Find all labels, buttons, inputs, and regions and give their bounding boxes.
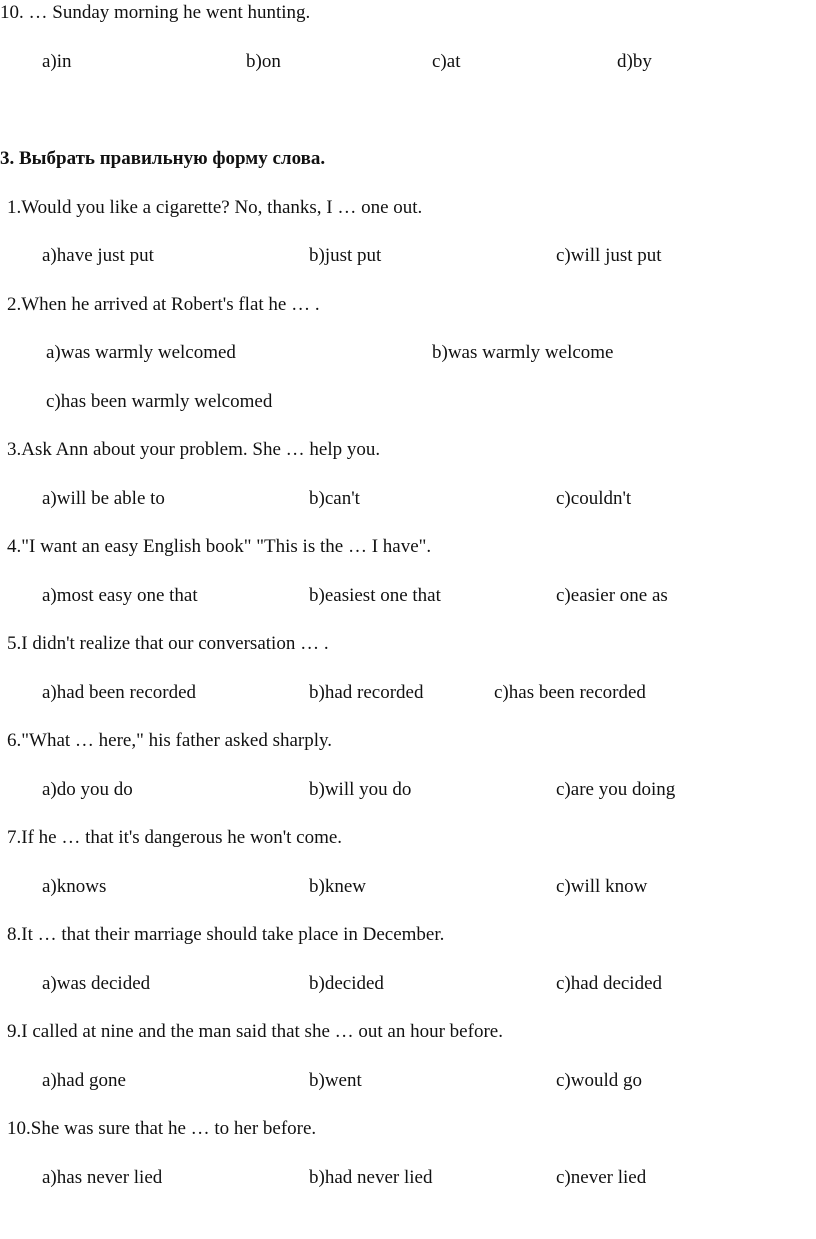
option-a[interactable]: a)do you do (42, 779, 133, 800)
option-c[interactable]: c)never lied (556, 1167, 647, 1188)
option-a[interactable]: a)knows (42, 876, 107, 897)
option-b[interactable]: b)had recorded (309, 682, 424, 703)
question-text: 9.I called at nine and the man said that she … out an hour before. (7, 1021, 503, 1042)
option-a[interactable]: a)has never lied (42, 1167, 163, 1188)
option-b[interactable]: b)can't (309, 488, 360, 509)
option-a[interactable]: a)had gone (42, 1070, 126, 1091)
option-b[interactable]: b)had never lied (309, 1167, 433, 1188)
option-a[interactable]: a)will be able to (42, 488, 165, 509)
option-a[interactable]: a)most easy one that (42, 585, 198, 606)
option-c[interactable]: c)has been recorded (494, 682, 646, 703)
question-text: 2.When he arrived at Robert's flat he … . (7, 294, 320, 315)
option-b[interactable]: b)decided (309, 973, 384, 994)
option-b[interactable]: b)knew (309, 876, 366, 897)
option-c[interactable]: c)at (432, 51, 461, 72)
option-b[interactable]: b)went (309, 1070, 362, 1091)
option-b[interactable]: b)was warmly welcome (432, 342, 614, 363)
option-c[interactable]: c)had decided (556, 973, 663, 994)
option-c[interactable]: c)easier one as (556, 585, 668, 606)
section-title: 3. Выбрать правильную форму слова. (0, 148, 326, 169)
option-b[interactable]: b)easiest one that (309, 585, 441, 606)
question-text: 4."I want an easy English book" "This is the … I have". (7, 536, 432, 557)
option-b[interactable]: b)will you do (309, 779, 412, 800)
question-text: 7.If he … that it's dangerous he won't come. (7, 827, 343, 848)
question-text: 8.It … that their marriage should take place in December. (7, 924, 445, 945)
option-c[interactable]: c)will know (556, 876, 648, 897)
question-text: 10.She was sure that he … to her before. (7, 1118, 317, 1139)
option-b[interactable]: b)on (246, 51, 281, 72)
option-a[interactable]: a)was warmly welcomed (46, 342, 236, 363)
option-c[interactable]: c)will just put (556, 245, 662, 266)
option-a[interactable]: a)have just put (42, 245, 154, 266)
option-c[interactable]: c)would go (556, 1070, 643, 1091)
question-text: 1.Would you like a cigarette? No, thanks, I … one out. (7, 197, 423, 218)
option-c[interactable]: c)has been warmly welcomed (46, 391, 273, 412)
question-text: 6."What … here," his father asked sharply. (7, 730, 333, 751)
option-c[interactable]: c)couldn't (556, 488, 632, 509)
option-a[interactable]: a)in (42, 51, 72, 72)
question-text: 10. … Sunday morning he went hunting. (0, 2, 311, 23)
question-text: 3.Ask Ann about your problem. She … help you. (7, 439, 381, 460)
option-b[interactable]: b)just put (309, 245, 382, 266)
option-c[interactable]: c)are you doing (556, 779, 676, 800)
option-a[interactable]: a)had been recorded (42, 682, 197, 703)
question-text: 5.I didn't realize that our conversation … . (7, 633, 329, 654)
option-a[interactable]: a)was decided (42, 973, 151, 994)
option-d[interactable]: d)by (617, 51, 652, 72)
